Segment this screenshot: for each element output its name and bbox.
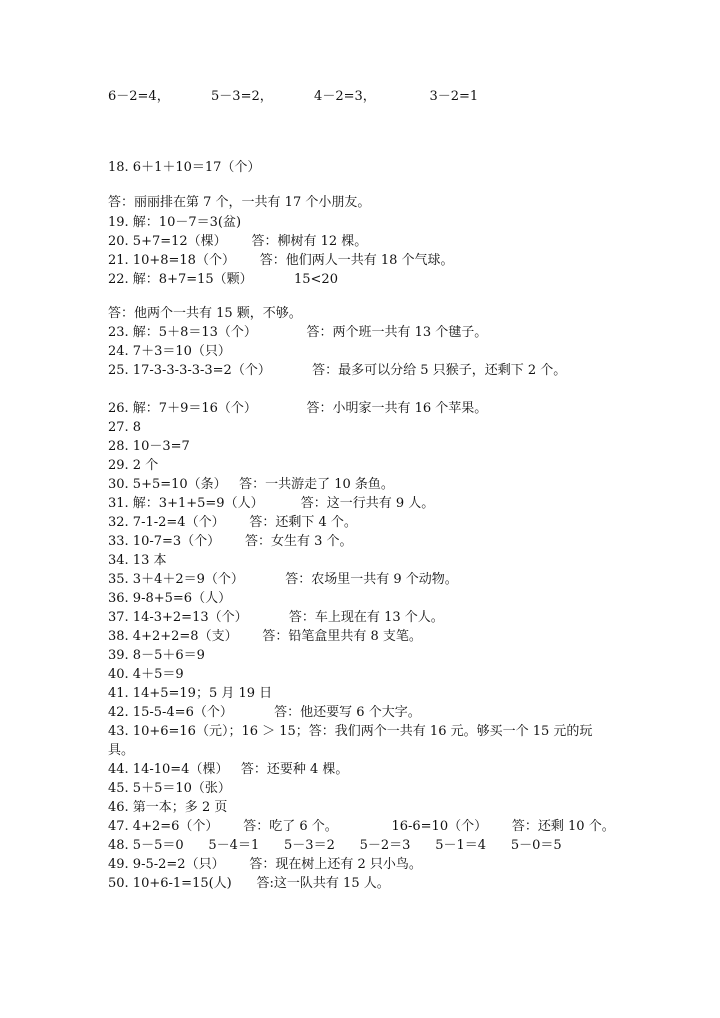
answer-line: 28. 10－3=7 — [108, 439, 190, 454]
answer-line: 43. 10+6=16（元）；16 ＞ 15；答：我们两个一共有 16 元。够买一个 15 元的玩 — [108, 724, 593, 739]
answer-line: 30. 5+5=10（条） 答：一共游走了 10 条鱼。 — [108, 477, 394, 492]
answer-line: 38. 4+2+2=8（支） 答：铅笔盒里共有 8 支笔。 — [108, 629, 422, 644]
answer-line: 31. 解：3+1+5=9（人） 答：这一行共有 9 人。 — [108, 496, 435, 511]
answer-line: 34. 13 本 — [108, 553, 167, 568]
answer-line: 47. 4+2=6（个） 答：吃了 6 个。 16-6=10（个） 答：还剩 10 个。 — [108, 819, 615, 834]
answer-line: 48. 5－5＝0 5－4＝1 5－3＝2 5－2＝3 5－1＝4 5－0＝5 — [108, 838, 562, 853]
answer-line: 6－2=4， 5－3=2， 4－2=3， 3－2=1 — [108, 89, 479, 104]
answer-line: 具。 — [108, 743, 135, 758]
answer-line: 35. 3＋4＋2＝9（个） 答：农场里一共有 9 个动物。 — [108, 572, 458, 587]
answer-line: 29. 2 个 — [108, 458, 159, 473]
answer-line: 49. 9-5-2=2（只） 答：现在树上还有 2 只小鸟。 — [108, 857, 422, 872]
answer-line: 33. 10-7=3（个） 答：女生有 3 个。 — [108, 534, 353, 549]
answer-line: 45. 5＋5＝10（张） — [108, 781, 231, 796]
answer-line: 25. 17-3-3-3-3-3=2（个） 答：最多可以分给 5 只猴子，还剩下 2 个。 — [108, 363, 567, 378]
answer-line: 答：他两个一共有 15 颗，不够。 — [108, 306, 302, 321]
answer-line: 46. 第一本；多 2 页 — [108, 800, 228, 815]
answer-line: 18. 6＋1＋10＝17（个） — [108, 160, 261, 175]
answer-line: 39. 8－5＋6＝9 — [108, 648, 205, 663]
answer-line: 26. 解：7＋9＝16（个） 答：小明家一共有 16 个苹果。 — [108, 401, 488, 416]
answer-line: 21. 10+8=18（个） 答：他们两人一共有 18 个气球。 — [108, 253, 454, 268]
answer-line: 答：丽丽排在第 7 个，一共有 17 个小朋友。 — [108, 195, 371, 210]
answer-line: 20. 5+7=12（棵） 答：柳树有 12 棵。 — [108, 234, 368, 249]
answer-line: 50. 10+6-1=15(人) 答:这一队共有 15 人。 — [108, 876, 390, 891]
answer-line: 40. 4＋5＝9 — [108, 667, 184, 682]
answer-line: 42. 15-5-4=6（个） 答：他还要写 6 个大字。 — [108, 705, 421, 720]
answer-line: 44. 14-10=4（棵） 答：还要种 4 棵。 — [108, 762, 349, 777]
answer-line: 22. 解：8+7=15（颗） 15<20 — [108, 272, 338, 287]
answer-line: 19. 解：10－7＝3(盆) — [108, 215, 242, 230]
answer-line: 27. 8 — [108, 420, 142, 435]
answer-line: 24. 7＋3＝10（只） — [108, 344, 231, 359]
answer-line: 41. 14+5=19；5 月 19 日 — [108, 686, 273, 701]
answer-line: 36. 9-8+5=6（人） — [108, 591, 232, 606]
answer-line: 23. 解：5＋8＝13（个） 答：两个班一共有 13 个毽子。 — [108, 325, 488, 340]
answer-line: 37. 14-3+2=13（个） 答：车上现在有 13 个人。 — [108, 610, 444, 625]
answer-line: 32. 7-1-2=4（个） 答：还剩下 4 个。 — [108, 515, 357, 530]
